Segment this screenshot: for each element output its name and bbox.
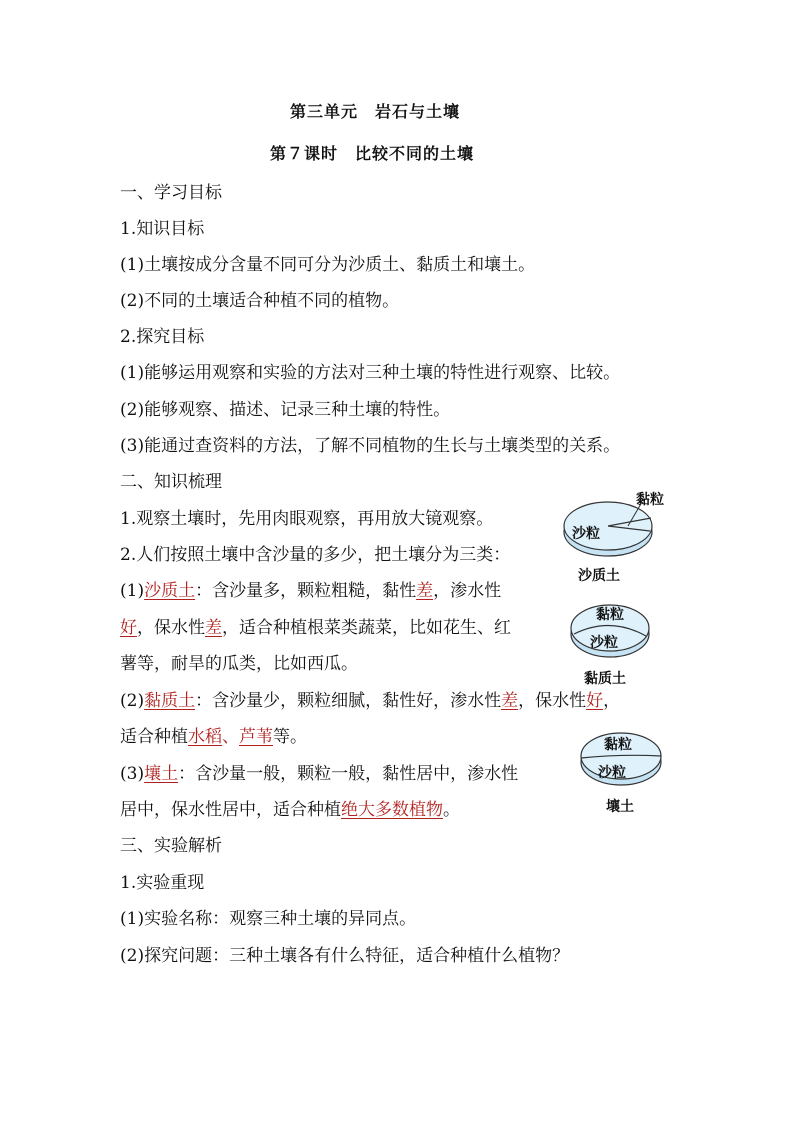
clay-pie-clay-label: 黏粒 <box>596 607 624 623</box>
clay-desc-5: 等。 <box>273 727 307 747</box>
experiment-subheading: 1.实验重现 <box>120 873 205 893</box>
clay-desc-2: ，保水性 <box>518 691 587 711</box>
clay-desc-4: 适合种植 <box>120 727 188 747</box>
sandy-desc-2: ，渗水性 <box>433 581 502 601</box>
inquiry-goal-3: (3)能通过查资料的方法，了解不同植物的生长与土壤类型的关系。 <box>120 436 621 456</box>
knowledge-goal-2: (2)不同的土壤适合种植不同的植物。 <box>120 291 400 311</box>
clay-plant-rice: 水稻 <box>188 727 222 747</box>
experiment-name: (1)实验名称：观察三种土壤的异同点。 <box>120 909 417 929</box>
clay-soil-line-1 <box>120 690 620 712</box>
experiment-question: (2)探究问题：三种土壤各有什么特征，适合种植什么植物？ <box>120 946 570 966</box>
clay-permeability-value: 差 <box>501 691 519 711</box>
clay-soil-term: 黏质土 <box>144 691 196 711</box>
sandy-pie-leader-line <box>618 500 658 530</box>
inquiry-goal-1: (1)能够运用观察和实验的方法对三种土壤的特性进行观察、比较。 <box>120 363 621 383</box>
clay-soil-line-2 <box>120 726 307 748</box>
clay-desc-3: ， <box>603 691 621 711</box>
loam-desc-1: ：含沙量一般，颗粒一般，黏性居中，渗水性 <box>178 764 519 784</box>
loam-plants-value: 绝大多数植物 <box>341 800 443 820</box>
section-heading-knowledge: 二、知识梳理 <box>120 472 222 492</box>
loam-soil-term: 壤土 <box>144 764 179 784</box>
sandy-soil-line-1 <box>120 580 501 602</box>
section-heading-experiment: 三、实验解析 <box>120 836 222 856</box>
sandy-soil-line-3: 薯等，耐旱的瓜类，比如西瓜。 <box>120 654 358 674</box>
section-heading-goals: 一、学习目标 <box>120 183 222 203</box>
sandy-retention-value: 差 <box>205 618 222 638</box>
loam-soil-line-1 <box>120 763 518 785</box>
clay-pie-sand-label: 沙粒 <box>590 635 618 651</box>
item-number: (2) <box>120 691 145 711</box>
item-number: (1) <box>120 581 145 601</box>
item-number: (3) <box>120 764 145 784</box>
loam-pie-clay-label: 黏粒 <box>604 737 632 753</box>
lesson-title: 第７课时 比较不同的土壤 <box>270 144 475 163</box>
knowledge-goals-heading: 1.知识目标 <box>120 219 205 239</box>
sandy-desc-3: ，保水性 <box>137 618 205 638</box>
knowledge-point-2: 2.人们按照土壤中含沙量的多少，把土壤分为三类： <box>120 545 511 565</box>
sandy-desc-4: ，适合种植根菜类蔬菜，比如花生、红 <box>222 618 511 638</box>
inquiry-goals-heading: 2.探究目标 <box>120 327 205 347</box>
sandy-soil-line-2 <box>120 617 511 639</box>
sandy-soil-caption: 沙质土 <box>578 568 620 584</box>
sandy-stickiness-value: 差 <box>416 581 434 601</box>
unit-title: 第三单元 岩石与土壤 <box>290 102 461 121</box>
clay-soil-caption: 黏质土 <box>584 671 626 687</box>
knowledge-goal-1: (1)土壤按成分含量不同可分为沙质土、黏质土和壤土。 <box>120 255 536 275</box>
clay-desc-1: ：含沙量少，颗粒细腻，黏性好，渗水性 <box>195 691 502 711</box>
clay-plant-separator: 、 <box>222 727 239 747</box>
sandy-desc-1: ：含沙量多，颗粒粗糙，黏性 <box>195 581 417 601</box>
sandy-soil-term: 沙质土 <box>144 581 196 601</box>
inquiry-goal-2: (2)能够观察、描述、记录三种土壤的特性。 <box>120 400 451 420</box>
loam-pie-sand-label: 沙粒 <box>598 765 626 781</box>
clay-plant-reed: 芦苇 <box>239 727 273 747</box>
loam-desc-3: 。 <box>443 800 460 820</box>
loam-soil-line-2 <box>120 799 460 821</box>
loam-caption: 壤土 <box>606 799 634 815</box>
sandy-permeability-value: 好 <box>120 618 137 638</box>
knowledge-point-1: 1.观察土壤时，先用肉眼观察，再用放大镜观察。 <box>120 509 494 529</box>
loam-desc-2: 居中，保水性居中，适合种植 <box>120 800 341 820</box>
sandy-pie-sand-label: 沙粒 <box>572 526 600 542</box>
sandy-pie-clay-label: 黏粒 <box>636 492 664 508</box>
clay-retention-value: 好 <box>586 691 604 711</box>
